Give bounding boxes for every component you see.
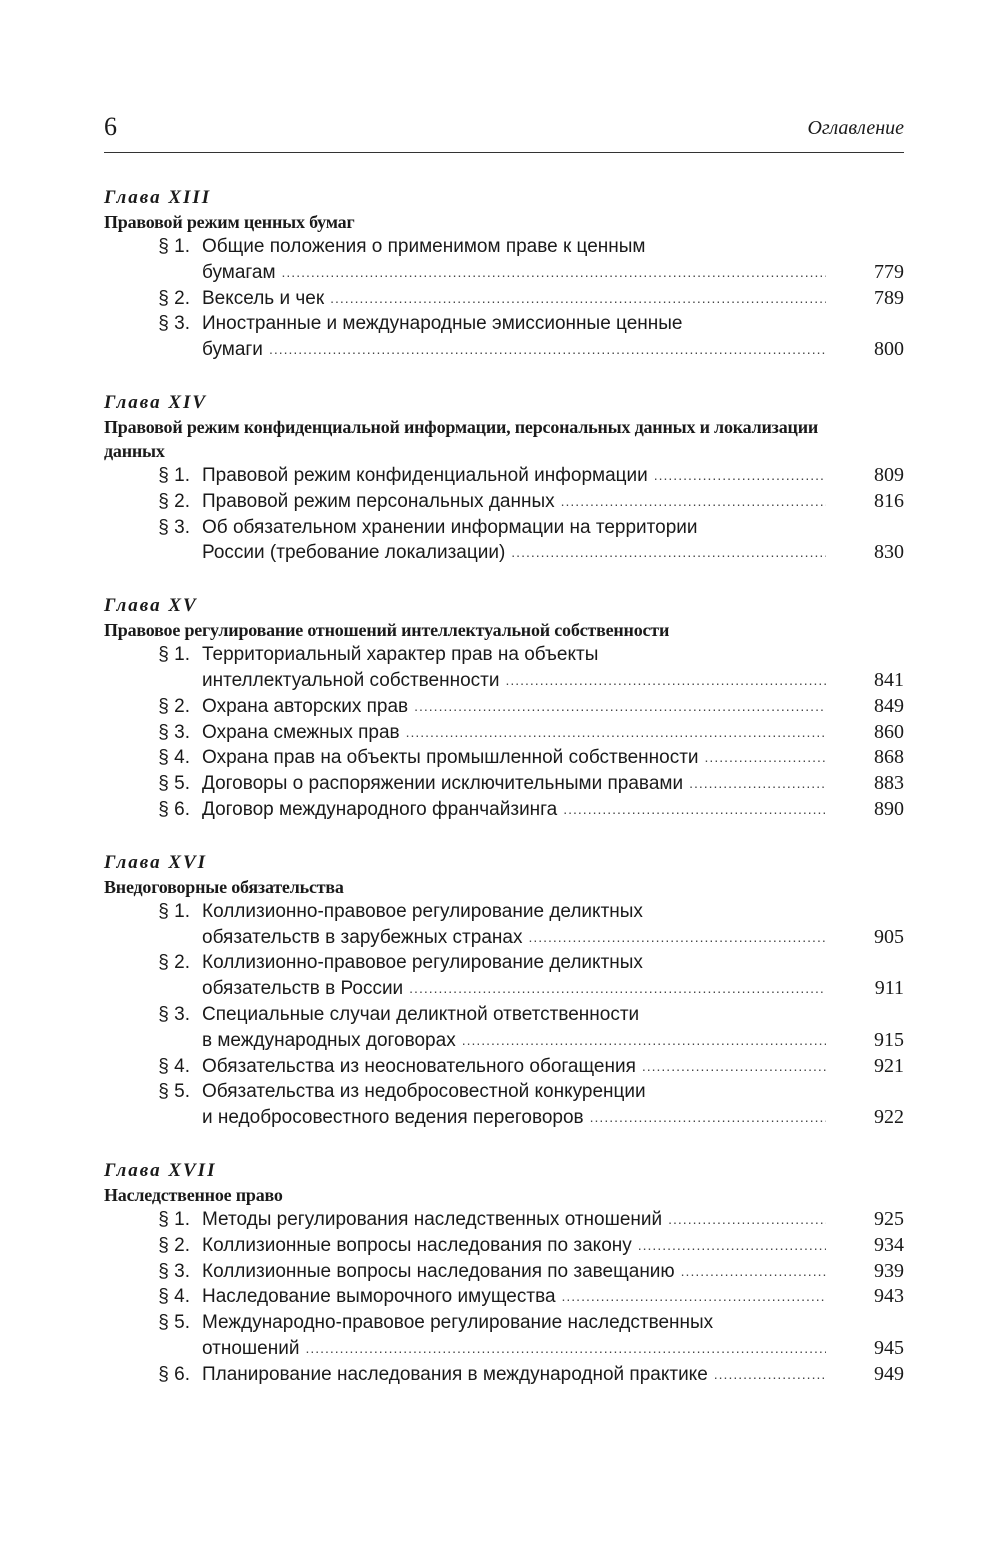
entry-line-text: Наследование выморочного имущества bbox=[202, 1286, 556, 1308]
entry-title bbox=[202, 1002, 826, 1054]
dot-leader bbox=[282, 260, 826, 286]
section-number: § 4. bbox=[158, 1055, 190, 1077]
toc-entry[interactable] bbox=[104, 720, 904, 746]
entry-line-text: отношений bbox=[202, 1337, 300, 1359]
entry-title bbox=[202, 515, 826, 567]
chapter-title: Правовой режим конфиденциальной информации, персональных данных и локализации данных bbox=[104, 416, 819, 461]
entry-line bbox=[202, 950, 826, 976]
entry-title bbox=[202, 1079, 826, 1131]
dot-leader bbox=[462, 1028, 826, 1054]
entry-line bbox=[202, 1310, 826, 1336]
section-number: § 1. bbox=[158, 1208, 190, 1230]
toc-entry[interactable] bbox=[104, 694, 904, 720]
entry-line bbox=[202, 234, 826, 260]
section-number: § 1. bbox=[158, 464, 190, 486]
section-number: § 2. bbox=[158, 287, 190, 309]
entry-line bbox=[202, 515, 826, 541]
chapter-section bbox=[104, 186, 904, 363]
entry-line bbox=[202, 337, 826, 363]
section-number: § 2. bbox=[158, 1234, 190, 1256]
dot-leader bbox=[330, 286, 826, 312]
entry-line bbox=[202, 1233, 826, 1259]
dot-leader bbox=[562, 1284, 826, 1310]
page-number-ref: 921 bbox=[874, 1054, 904, 1077]
page-number-ref: 841 bbox=[874, 668, 904, 691]
page-number-ref: 945 bbox=[874, 1336, 904, 1359]
entry-title bbox=[202, 1207, 826, 1233]
entry-title bbox=[202, 286, 826, 312]
dot-leader bbox=[409, 976, 826, 1002]
page-number-ref: 934 bbox=[874, 1233, 904, 1256]
toc-entry[interactable] bbox=[104, 1079, 904, 1131]
section-number: § 4. bbox=[158, 747, 190, 769]
toc-entry[interactable] bbox=[104, 745, 904, 771]
entry-line bbox=[202, 1028, 826, 1054]
entry-line-text: обязательств в России bbox=[202, 978, 404, 1000]
entry-title bbox=[202, 642, 826, 694]
entry-line bbox=[202, 899, 826, 925]
toc-entry[interactable] bbox=[104, 286, 904, 312]
entry-title bbox=[202, 234, 826, 286]
entry-line bbox=[202, 771, 826, 797]
entry-line bbox=[202, 1002, 826, 1028]
entry-line bbox=[202, 642, 826, 668]
section-number: § 5. bbox=[158, 1081, 190, 1103]
toc-entry[interactable] bbox=[104, 899, 904, 951]
page-number-ref: 890 bbox=[874, 797, 904, 820]
entry-line-text: Вексель и чек bbox=[202, 287, 325, 309]
dot-leader bbox=[590, 1105, 826, 1131]
page-number-ref: 883 bbox=[874, 772, 904, 795]
dot-leader bbox=[561, 489, 826, 515]
dot-leader bbox=[563, 797, 826, 823]
entry-line-text: Коллизионно-правовое регулирование деликтных bbox=[202, 952, 643, 974]
page-number-ref: 860 bbox=[874, 720, 904, 743]
entry-title bbox=[202, 797, 826, 823]
toc-entry[interactable] bbox=[104, 950, 904, 1002]
dot-leader bbox=[705, 745, 826, 771]
entry-line-text: интеллектуальной собственности bbox=[202, 669, 500, 691]
dot-leader bbox=[654, 463, 826, 489]
section-number: § 1. bbox=[158, 644, 190, 666]
entry-line-text: Правовой режим конфиденциальной информации bbox=[202, 464, 648, 486]
toc-entry[interactable] bbox=[104, 1002, 904, 1054]
toc-entry[interactable] bbox=[104, 642, 904, 694]
entry-line bbox=[202, 745, 826, 771]
page-number-ref: 800 bbox=[874, 338, 904, 361]
entry-line-text: Обязательства из недобросовестной конкуренции bbox=[202, 1081, 646, 1103]
running-title: Оглавление bbox=[807, 117, 904, 139]
chapter-label: Глава XVI bbox=[104, 851, 208, 873]
page-number-ref: 915 bbox=[874, 1028, 904, 1051]
chapter-label: Глава XIII bbox=[104, 187, 212, 208]
dot-leader bbox=[505, 668, 826, 694]
page-number-ref: 939 bbox=[874, 1259, 904, 1282]
entry-title bbox=[202, 694, 826, 720]
entry-title bbox=[202, 1362, 826, 1388]
page-number-ref: 925 bbox=[874, 1207, 904, 1230]
dot-leader bbox=[681, 1259, 826, 1285]
page-number-ref: 830 bbox=[874, 541, 904, 564]
toc-entry[interactable] bbox=[104, 1259, 904, 1285]
entry-line bbox=[202, 540, 826, 566]
toc-entry[interactable] bbox=[104, 1284, 904, 1310]
toc-entry[interactable] bbox=[104, 1362, 904, 1388]
entry-line-text: Планирование наследования в международной практике bbox=[202, 1363, 708, 1385]
toc-entry[interactable] bbox=[104, 234, 904, 286]
entry-line bbox=[202, 311, 826, 337]
page-number-ref: 943 bbox=[874, 1285, 904, 1308]
entry-line bbox=[202, 720, 826, 746]
chapter-title: Наследственное право bbox=[104, 1184, 283, 1205]
page-number-ref: 911 bbox=[874, 977, 904, 1000]
entry-line-text: Иностранные и международные эмиссионные ценные bbox=[202, 313, 683, 335]
section-number: § 5. bbox=[158, 773, 190, 795]
entry-title bbox=[202, 745, 826, 771]
entry-line-text: России (требование локализации) bbox=[202, 542, 506, 564]
page-number-ref: 905 bbox=[874, 925, 904, 948]
section-number: § 3. bbox=[158, 313, 190, 335]
dot-leader bbox=[528, 925, 826, 951]
page-number-ref: 779 bbox=[874, 260, 904, 283]
section-number: § 3. bbox=[158, 1260, 190, 1282]
entry-line bbox=[202, 976, 826, 1002]
running-head bbox=[104, 112, 904, 153]
toc-entry[interactable] bbox=[104, 771, 904, 797]
entry-line bbox=[202, 1336, 826, 1362]
entry-line-text: Договоры о распоряжении исключительными правами bbox=[202, 773, 684, 795]
toc-entry[interactable] bbox=[104, 1207, 904, 1233]
entry-line bbox=[202, 668, 826, 694]
dot-leader bbox=[511, 540, 826, 566]
entry-line-text: бумаги bbox=[202, 339, 263, 361]
chapter-section bbox=[104, 1159, 904, 1388]
entry-title bbox=[202, 771, 826, 797]
chapter-label: Глава XV bbox=[104, 595, 198, 617]
entry-line-text: Об обязательном хранении информации на территории bbox=[202, 516, 698, 538]
toc-entry[interactable] bbox=[104, 1233, 904, 1259]
dot-leader bbox=[668, 1207, 826, 1233]
entry-line-text: Международно-правовое регулирование наследственных bbox=[202, 1312, 714, 1334]
entry-title bbox=[202, 1259, 826, 1285]
dot-leader bbox=[638, 1233, 826, 1259]
entry-title bbox=[202, 899, 826, 951]
dot-leader bbox=[714, 1362, 826, 1388]
entry-line-text: Охрана прав на объекты промышленной собственности bbox=[202, 747, 699, 769]
entry-line-text: Обязательства из неосновательного обогащения bbox=[202, 1055, 636, 1077]
entry-line bbox=[202, 1362, 826, 1388]
section-number: § 5. bbox=[158, 1312, 190, 1334]
page-number-ref: 868 bbox=[874, 746, 904, 769]
entry-line bbox=[202, 1207, 826, 1233]
entry-line bbox=[202, 286, 826, 312]
section-number: § 3. bbox=[158, 1003, 190, 1025]
chapter-title: Правовой режим ценных бумаг bbox=[104, 212, 355, 232]
entry-line-text: обязательств в зарубежных странах bbox=[202, 926, 523, 948]
section-number: § 4. bbox=[158, 1286, 190, 1308]
dot-leader bbox=[406, 720, 826, 746]
entry-title bbox=[202, 311, 826, 363]
chapter-section bbox=[104, 851, 904, 1131]
entry-line-text: Коллизионные вопросы наследования по закону bbox=[202, 1234, 632, 1256]
entry-line-text: Территориальный характер прав на объекты bbox=[202, 644, 599, 666]
toc-entry[interactable] bbox=[104, 311, 904, 363]
toc-entry[interactable] bbox=[104, 1310, 904, 1362]
entry-line-text: Коллизионно-правовое регулирование деликтных bbox=[202, 900, 643, 922]
entry-title bbox=[202, 1284, 826, 1310]
entry-line-text: Охрана смежных прав bbox=[202, 721, 400, 743]
toc-entry[interactable] bbox=[104, 797, 904, 823]
entry-line-text: Охрана авторских прав bbox=[202, 695, 409, 717]
entry-title bbox=[202, 1310, 826, 1362]
entry-line-text: Правовой режим персональных данных bbox=[202, 490, 555, 512]
entry-line bbox=[202, 797, 826, 823]
toc-entry[interactable] bbox=[104, 515, 904, 567]
entry-line bbox=[202, 1284, 826, 1310]
section-number: § 6. bbox=[158, 798, 190, 820]
entry-line bbox=[202, 1054, 826, 1080]
entry-line-text: Специальные случаи деликтной ответственности bbox=[202, 1003, 640, 1025]
entry-line-text: Методы регулирования наследственных отношений bbox=[202, 1208, 663, 1230]
entry-line-text: Коллизионные вопросы наследования по завещанию bbox=[202, 1260, 675, 1282]
entry-line bbox=[202, 489, 826, 515]
entry-line-text: Общие положения о применимом праве к ценным bbox=[202, 236, 646, 257]
page-number: 6 bbox=[104, 112, 117, 141]
chapter-title: Внедоговорные обязательства bbox=[104, 876, 344, 897]
entry-title bbox=[202, 489, 826, 515]
entry-title bbox=[202, 720, 826, 746]
table-of-contents bbox=[104, 186, 904, 1416]
chapter-section bbox=[104, 594, 904, 823]
section-number: § 3. bbox=[158, 516, 190, 538]
toc-entry[interactable] bbox=[104, 489, 904, 515]
toc-entry[interactable] bbox=[104, 463, 904, 489]
page-number-ref: 809 bbox=[874, 463, 904, 486]
entry-line bbox=[202, 1079, 826, 1105]
page-number-ref: 849 bbox=[874, 694, 904, 717]
page-number-ref: 789 bbox=[874, 286, 904, 309]
section-number: § 6. bbox=[158, 1363, 190, 1385]
entry-line bbox=[202, 925, 826, 951]
page-number-ref: 816 bbox=[874, 489, 904, 512]
entry-line-text: Договор международного франчайзинга bbox=[202, 798, 558, 820]
section-number: § 1. bbox=[158, 900, 190, 922]
section-number: § 2. bbox=[158, 490, 190, 512]
dot-leader bbox=[642, 1054, 826, 1080]
entry-line bbox=[202, 1105, 826, 1131]
entry-title bbox=[202, 1233, 826, 1259]
entry-title bbox=[202, 1054, 826, 1080]
entry-line bbox=[202, 260, 826, 286]
toc-entry[interactable] bbox=[104, 1054, 904, 1080]
dot-leader bbox=[414, 694, 826, 720]
chapter-section bbox=[104, 391, 904, 566]
page-number-ref: 949 bbox=[874, 1362, 904, 1385]
entry-title bbox=[202, 463, 826, 489]
chapter-label: Глава XVII bbox=[104, 1159, 217, 1181]
entry-line-text: и недобросовестного ведения переговоров bbox=[202, 1107, 584, 1129]
entry-line-text: бумагам bbox=[202, 261, 276, 283]
entry-line bbox=[202, 1259, 826, 1285]
page-number-ref: 922 bbox=[874, 1106, 904, 1129]
entry-title bbox=[202, 950, 826, 1002]
dot-leader bbox=[305, 1336, 826, 1362]
dot-leader bbox=[689, 771, 826, 797]
section-number: § 1. bbox=[158, 236, 190, 257]
chapter-title: Правовое регулирование отношений интеллектуальной собственности bbox=[104, 620, 670, 641]
section-number: § 2. bbox=[158, 695, 190, 717]
entry-line bbox=[202, 694, 826, 720]
section-number: § 3. bbox=[158, 721, 190, 743]
section-number: § 2. bbox=[158, 952, 190, 974]
chapter-label: Глава XIV bbox=[104, 391, 208, 413]
dot-leader bbox=[269, 337, 826, 363]
entry-line-text: в международных договорах bbox=[202, 1029, 456, 1051]
entry-line bbox=[202, 463, 826, 489]
